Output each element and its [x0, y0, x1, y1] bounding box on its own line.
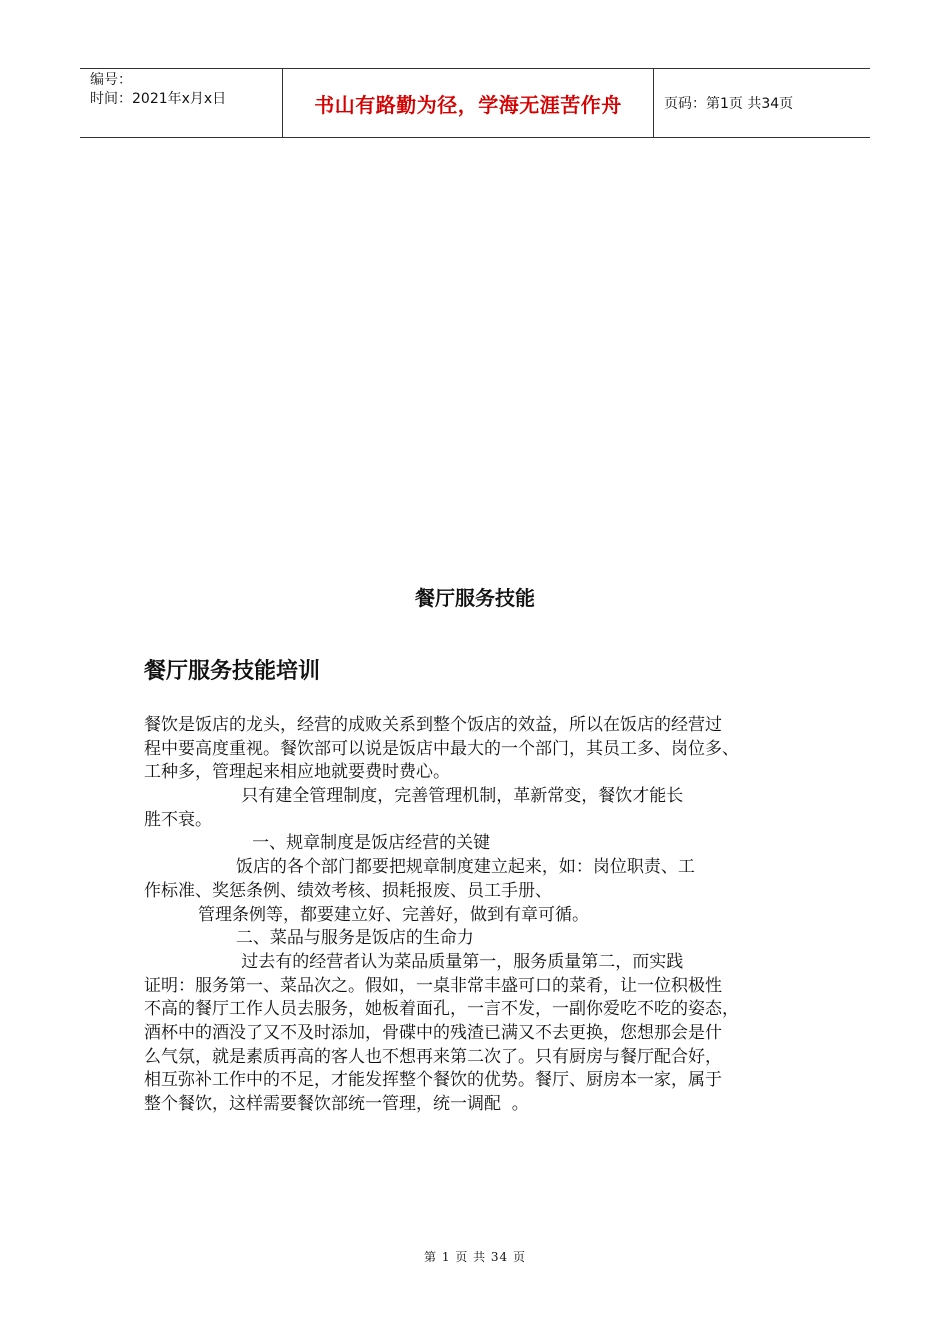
body-line: 一、规章制度是饭店经营的关键 — [144, 833, 491, 854]
body-line: 相互弥补工作中的不足，才能发挥整个餐饮的优势。餐厅、厨房本一家，属于 — [144, 1070, 722, 1091]
body-line: 过去有的经营者认为菜品质量第一，服务质量第二，而实践 — [144, 951, 684, 972]
header-page-info: 页码：第1页 共34页 — [664, 96, 794, 112]
body-line: 只有建全管理制度，完善管理机制，革新常变，餐饮才能长 — [144, 786, 684, 807]
body-line: 餐饮是饭店的龙头，经营的成败关系到整个饭店的效益，所以在饭店的经营过 — [144, 715, 722, 735]
body-line: 工种多，管理起来相应地就要费时费心。 — [144, 762, 450, 783]
body-line: 二、菜品与服务是饭店的生命力 — [144, 928, 474, 949]
body-line: 管理条例等，都要建立好、完善好，做到有章可循。 — [144, 904, 590, 925]
header-info-cell — [80, 69, 282, 137]
body-line: 饭店的各个部门都要把规章制度建立起来，如：岗位职责、工 — [144, 857, 695, 878]
page-footer: 第 1 页 共 34 页 — [424, 1250, 526, 1264]
body-line: 作标准、奖惩条例、绩效考核、损耗报废、员工手册、 — [144, 880, 552, 901]
number-label: 编号： — [90, 72, 132, 88]
body-line: 酒杯中的酒没了又不及时添加，骨碟中的残渣已满又不去更换，您想那会是什 — [144, 1022, 722, 1043]
body-line: 么气氛，就是素质再高的客人也不想再来第二次了。只有厨房与餐厅配合好， — [144, 1046, 722, 1067]
document-title: 餐厅服务技能 — [415, 586, 535, 610]
body-line: 胜不衰。 — [144, 809, 212, 830]
body-line: 整个餐饮，这样需要餐饮部统一管理，统一调配 。 — [144, 1094, 529, 1114]
body-line: 证明：服务第一、菜品次之。假如，一桌非常丰盛可口的菜肴，让一位积极性 — [144, 975, 722, 996]
body-text — [144, 714, 814, 1117]
header-motto: 书山有路勤为径，学海无涯苦作舟 — [282, 69, 654, 137]
body-line: 不高的餐厅工作人员去服务，她板着面孔，一言不发，一副你爱吃不吃的姿态， — [144, 999, 739, 1020]
header-table — [80, 68, 870, 138]
section-heading: 餐厅服务技能培训 — [144, 659, 321, 684]
body-line: 程中要高度重视。餐饮部可以说是饭店中最大的一个部门，其员工多、岗位多、 — [144, 738, 739, 759]
time-label: 时间：2021年x月x日 — [90, 91, 227, 107]
